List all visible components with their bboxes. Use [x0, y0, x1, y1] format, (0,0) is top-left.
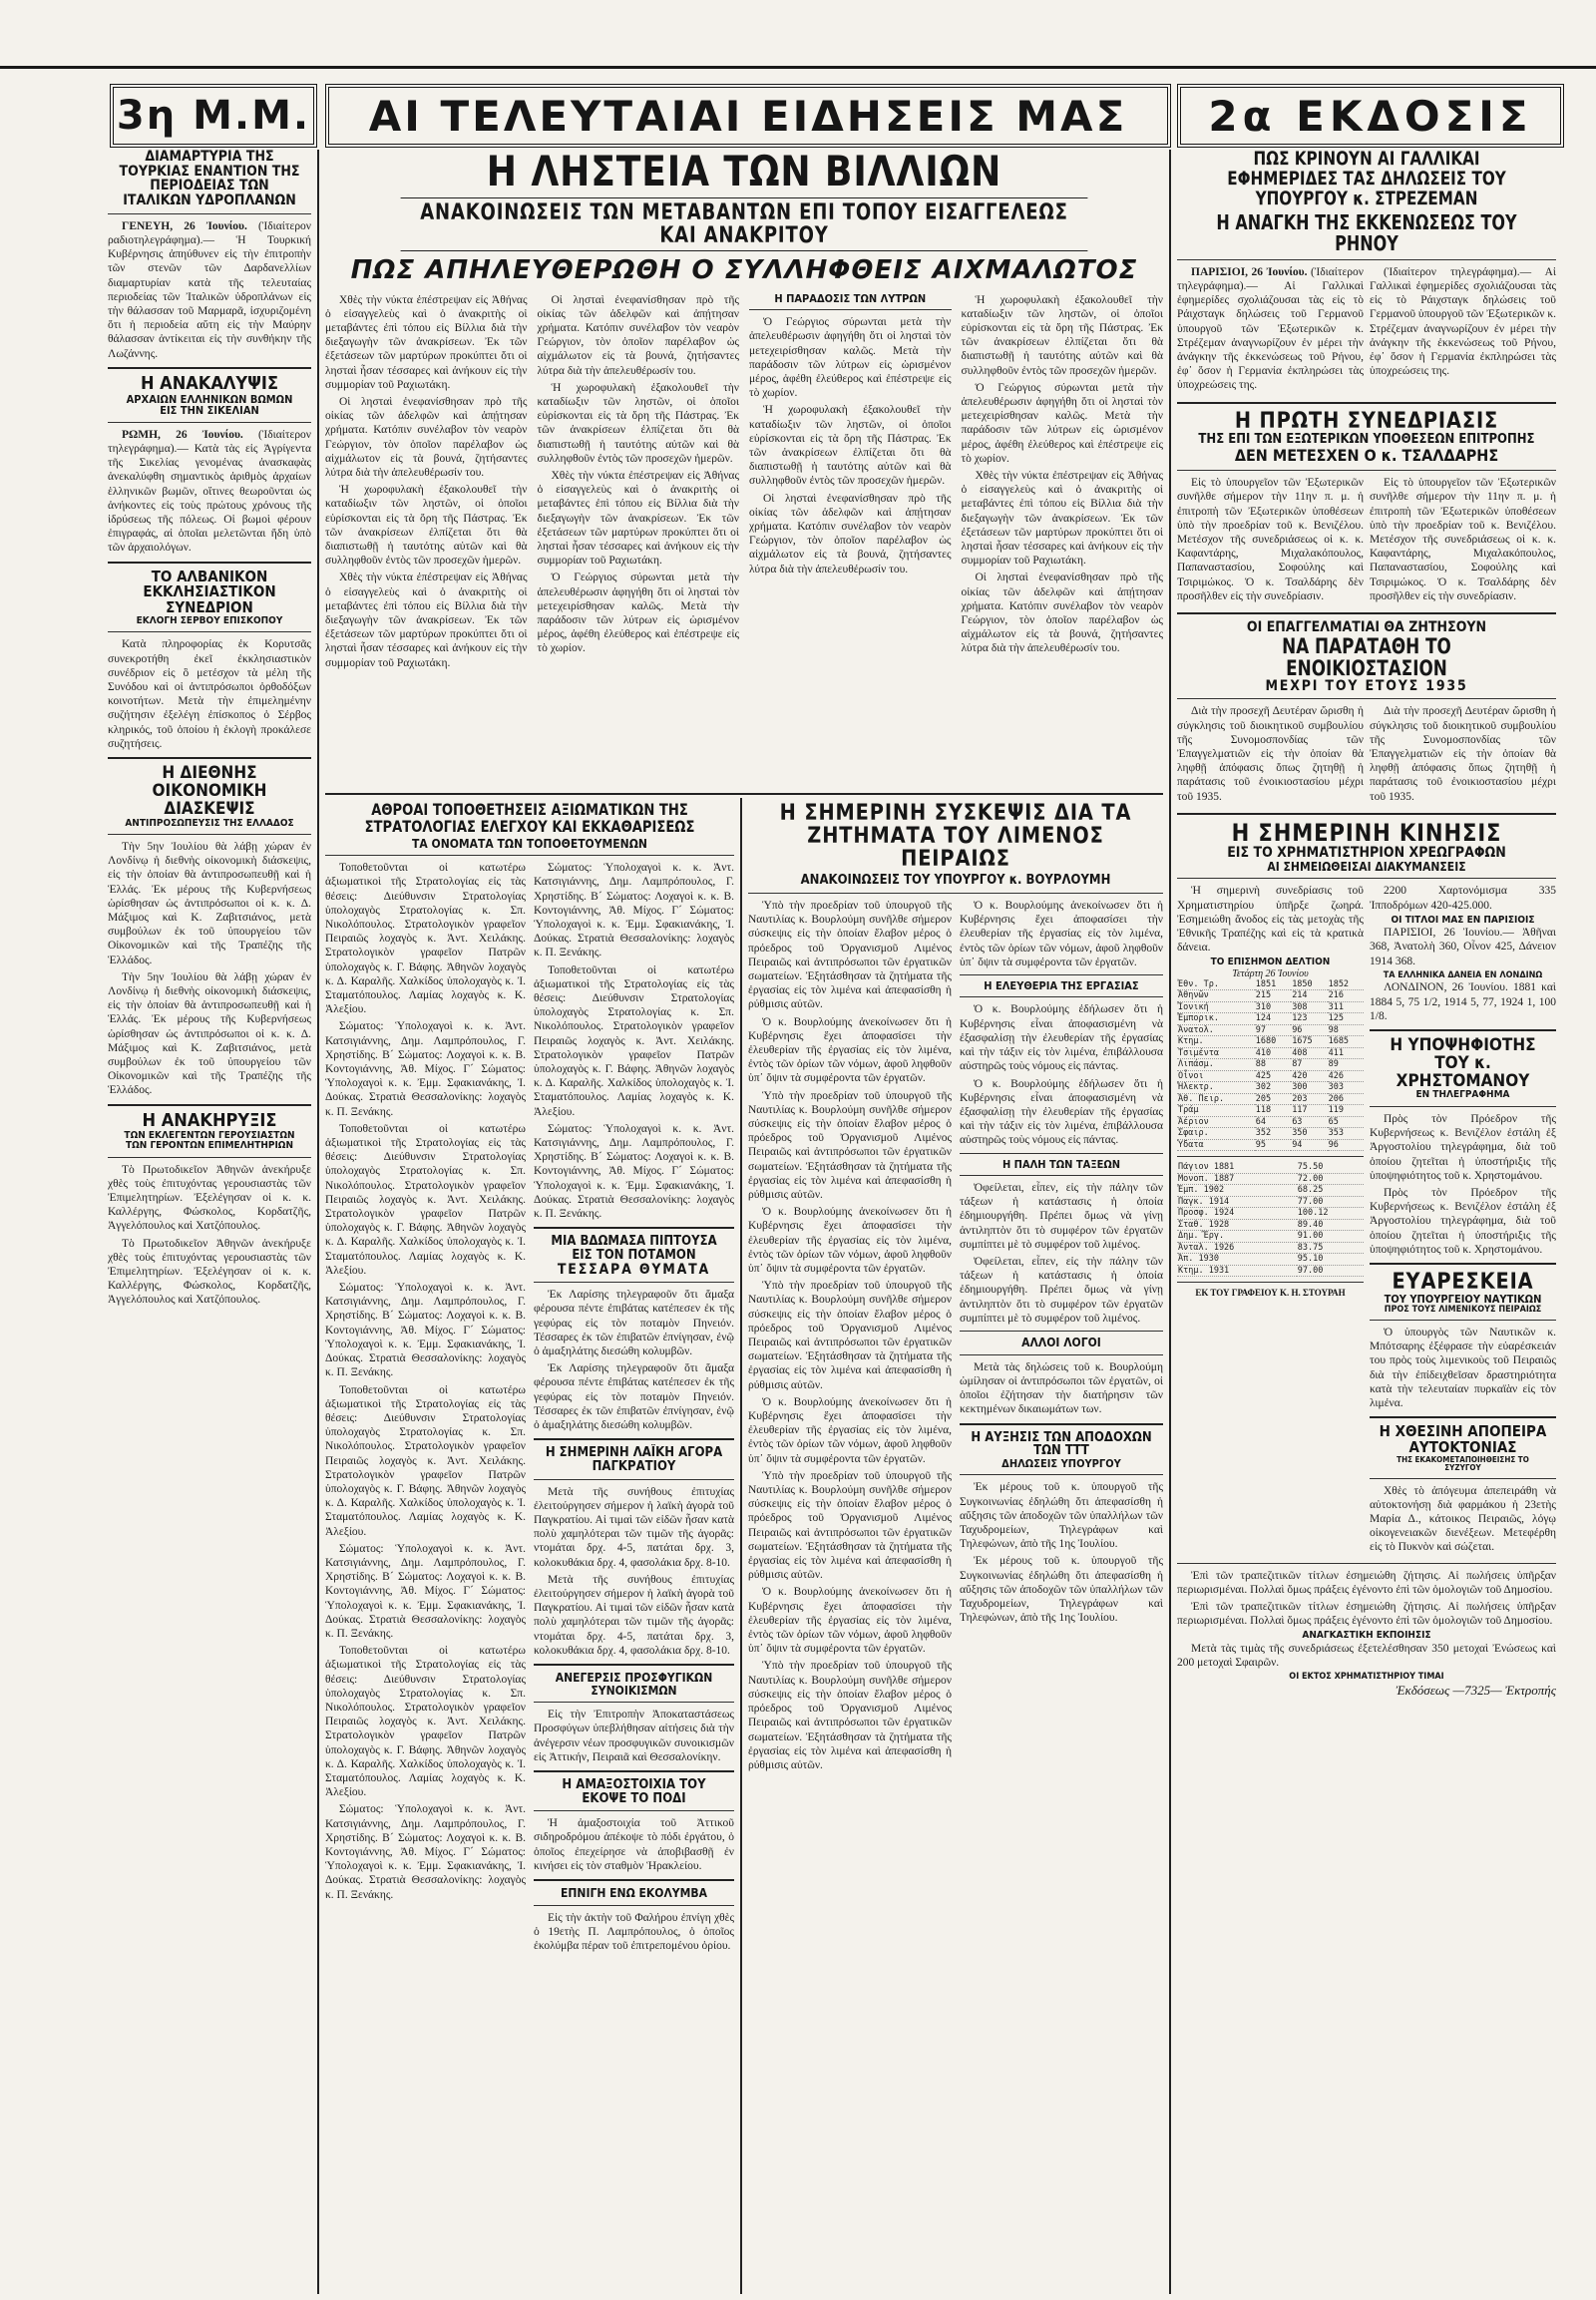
stock-row-cell: 118	[1255, 1105, 1291, 1117]
article-text: Εἰς τὴν Ἐπιτροπὴν Ἀποκαταστάσεως Προσφύγων ὑπεβλήθησαν αἰτήσεις διὰ τὴν ἀνέγερσιν νέων προσφυγικῶν συνοικισμῶν εἰς Ἀττικήν, Πειραιᾶ καὶ Θεσσαλονίκην.	[534, 1709, 734, 1763]
article-text: Εἰς τὴν ἀκτὴν τοῦ Φαλήρου ἐπνίγη χθὲς ὁ 19ετὴς Π. Λαμπρόπουλος, ὁ ὁποῖος ἐκολύμβα πέραν τοῦ ἐπιτρεπομένου ὁρίου.	[534, 1911, 734, 1953]
article-text: Οἱ λησταὶ ἐνεφανίσθησαν πρὸ τῆς οἰκίας τῶν ἀδελφῶν καὶ ἀπῄτησαν χρήματα. Κατόπιν συνέλαβον τὸν νεαρὸν Γεώργιον, τὸν ὁποῖον παρέλαβον ὡς αἰχμάλωτον εἰς τὰ βουνά, ζητήσαντες λύτρα διὰ τὴν ἀπελευθέρωσίν του.	[537, 293, 739, 377]
headline-suicide-attempt: Η ΧΘΕΣΙΝΗ ΑΠΟΠΕΙΡΑ ΑΥΤΟΚΤΟΝΙΑΣ	[1379, 1422, 1547, 1457]
subheadline-rent-control: ΝΑ ΠΑΡΑΤΑΘΗ ΤΟ ΕΝΟΙΚΙΟΣΤΑΣΙΟΝ	[1282, 633, 1451, 680]
subheadline-port-officers: ΠΡΟΣ ΤΟΥΣ ΛΙΜΕΝΙΚΟΥΣ ΠΕΙΡΑΙΩΣ	[1384, 1304, 1542, 1315]
headline-drowned: ΕΠΝΙΓΗ ΕΝΩ ΕΚΟΛΥΜΒΑ	[561, 1886, 707, 1901]
article-text: Μετὰ τὰς δηλώσεις τοῦ κ. Βουρλούμη ὡμίλησαν οἱ ἀντιπρόσωποι τῶν ἐργατῶν, οἱ ὁποῖοι ἐζήτησαν τὴν διατήρησιν τῶν κεκτημένων δικαιωμάτων των.	[960, 1360, 1163, 1416]
headline-satisfaction: ΕΥΑΡΕΣΚΕΙΑ	[1392, 1269, 1534, 1295]
article-text: Τοποθετοῦνται οἱ κατωτέρω ἀξιωματικοὶ τῆς Στρατολογίας εἰς τὰς θέσεις: Διεύθυνσιν Στρατολογίας ὑπολοχαγὸς Στρατολογίας κ. Σπ. Νικολόπουλος. Στρατολογικὸν γραφεῖον Πειραιῶς λοχαγὸς κ. Ἀντ. Χειλάκης. Στρατολογικὸν γραφεῖον Πατρῶν ὑπολοχαγὸς κ. Γ. Βάφης. Ἀθηνῶν λοχαγὸς κ. Δ. Καραλῆς. Χαλκίδος ὑπολοχαγὸς κ. Ἰ. Σταματόπουλος. Λαμίας λοχαγὸς κ. Κ. Ἀλεξίου.	[325, 1383, 526, 1538]
subheadline-rhine: Η ΑΝΑΓΚΗ ΤΗΣ ΕΚΚΕΝΩΣΕΩΣ ΤΟΥ ΡΗΝΟΥ	[1216, 209, 1517, 255]
stock-row	[1177, 1139, 1364, 1151]
article-text: Ὑπὸ τὴν προεδρίαν τοῦ ὑπουργοῦ τῆς Ναυτιλίας κ. Βουρλούμη συνῆλθε σήμερον σύσκεψις εἰς τὴν ὁποίαν ἔλαβον μέρος ὁ πρόεδρος τοῦ Ὀργανισμοῦ Λιμένος Πειραιῶς καὶ ἀντιπρόσωποι τῶν ἐργατικῶν σωματείων. Ἐξητάσθησαν τὰ ζητήματα τῆς ἐργασίας εἰς τὸν λιμένα καὶ ἀπεφασίσθη ἡ ρύθμισις αὐτῶν.	[748, 1089, 952, 1201]
stock-row-cell: 87	[1291, 1059, 1327, 1071]
stock-row-cell: 216	[1328, 990, 1364, 1002]
loan-table	[1177, 1162, 1364, 1277]
article-text: Οἱ λησταὶ ἐνεφανίσθησαν πρὸ τῆς οἰκίας τῶν ἀδελφῶν καὶ ἀπῄτησαν χρήματα. Κατόπιν συνέλαβον τὸν νεαρὸν Γεώργιον, τὸν ὁποῖον παρέλαβον ὡς αἰχμάλωτον εἰς τὰ βουνά, ζητήσαντες λύτρα διὰ τὴν ἀπελευθέρωσίν του.	[325, 396, 528, 480]
stock-row-cell: 1852	[1328, 979, 1364, 990]
stock-row-cell: 408	[1291, 1047, 1327, 1059]
loan-row	[1177, 1254, 1364, 1266]
loan-row	[1177, 1219, 1364, 1231]
second-edition: 2α ΕΚΔΟΣΙΣ	[1208, 91, 1533, 141]
officers-columns	[325, 861, 734, 1956]
article-text: Χθὲς τὸ ἀπόγευμα ἀπεπειράθη νὰ αὐτοκτονήσῃ διὰ φαρμάκου ἡ 23ετὴς Μαρία Δ., κάτοικος Πειραιῶς, λόγῳ οἰκογενειακῶν διενέξεων. Μετεφέρθη εἰς τὸ Πυκνὸν καὶ σώζεται.	[1370, 1484, 1556, 1554]
article-text: Ὁ κ. Βουρλούμης ἀνεκοίνωσεν ὅτι ἡ Κυβέρνησις ἔχει ἀποφασίσει τὴν ἐλευθερίαν τῆς ἐργασίας εἰς τὸν λιμένα, ἐντὸς τῶν ὁρίων τῶν νόμων, ἀφοῦ ληφθοῦν ὑπ᾽ ὄψιν τὰ συμφέροντα τῶν ἐργατῶν.	[960, 899, 1163, 968]
session-columns	[1177, 476, 1556, 606]
stock-row-cell: 117	[1291, 1105, 1327, 1117]
article-text: (Ἰδιαίτερον τηλεγράφημα).— Αἱ Γαλλικαὶ ἐφημερίδες σχολιάζουσαι τὰς εἰς τὸ Ράιχσταγκ δηλώσεις τοῦ Γερμανοῦ ὑπουργοῦ τῶν Ἐξωτερικῶν κ. Στρέζεμαν ἀναγνωρίζουν ἐν μέρει τὴν ἀνάγκην τῆς ἐκκενώσεως τοῦ Ρήνου, ἐφ᾽ ὅσον ἡ Γερμανία ἐκπληρώσει τὰς ὑποχρεώσεις της.	[1177, 265, 1364, 392]
stock-row	[1177, 1059, 1364, 1071]
article-text: Ἡ χωροφυλακὴ ἐξακολουθεῖ τὴν καταδίωξιν τῶν ληστῶν, οἱ ὁποῖοι εὑρίσκονται εἰς τὰ ὄρη τῆς Πάστρας. Ἐκ τῶν ἀνακρίσεων ἐλπίζεται ὅτι θὰ διαπιστωθῇ ἡ ταυτότης αὐτῶν καὶ θὰ συλληφθοῦν ἐντὸς τῶν προσεχῶν ἡμερῶν.	[749, 404, 952, 488]
bottom-market-left	[1177, 1569, 1556, 1699]
stock-row	[1177, 979, 1364, 990]
stock-row-cell: Ἰονική	[1177, 1001, 1255, 1013]
port-columns	[748, 899, 1163, 1775]
article-text: Τοποθετοῦνται οἱ κατωτέρω ἀξιωματικοὶ τῆς Στρατολογίας εἰς τὰς θέσεις: Διεύθυνσιν Στρατολογίας ὑπολοχαγὸς Στρατολογίας κ. Σπ. Νικολόπουλος. Στρατολογικὸν γραφεῖον Πειραιῶς λοχαγὸς κ. Ἀντ. Χειλάκης. Στρατολογικὸν γραφεῖον Πατρῶν ὑπολοχαγὸς κ. Γ. Βάφης. Ἀθηνῶν λοχαγὸς κ. Δ. Καραλῆς. Χαλκίδος ὑπολοχαγὸς κ. Ἰ. Σταματόπουλος. Λαμίας λοχαγὸς κ. Κ. Ἀλεξίου.	[534, 963, 734, 1118]
stock-row-cell: 206	[1328, 1093, 1364, 1105]
stock-row	[1177, 1105, 1364, 1117]
stock-row-cell: 1850	[1291, 979, 1327, 990]
loan-row-cell: Πάγιον 1881	[1177, 1162, 1297, 1173]
loan-row-cell: 100.12	[1297, 1208, 1364, 1220]
column-rule	[317, 150, 319, 2294]
stock-row-cell: 1851	[1255, 979, 1291, 990]
article-text: Ἐκ Λαρίσης τηλεγραφοῦν ὅτι ἄμαξα φέρουσα πέντε ἐπιβάτας κατέπεσεν ἐκ τῆς γεφύρας εἰς τὸν ποταμὸν Πηνειόν. Τέσσαρες ἐκ τῶν ἐπιβατῶν ἐπνίγησαν, ἐνῷ ὁ ἁμαξηλάτης διεσώθη κολυμβῶν.	[534, 1362, 734, 1432]
article-text: Ὑπὸ τὴν προεδρίαν τοῦ ὑπουργοῦ τῆς Ναυτιλίας κ. Βουρλούμη συνῆλθε σήμερον σύσκεψις εἰς τὴν ὁποίαν ἔλαβον μέρος ὁ πρόεδρος τοῦ Ὀργανισμοῦ Λιμένος Πειραιῶς καὶ ἀντιπρόσωποι τῶν ἐργατικῶν σωματείων. Ἐξητάσθησαν τὰ ζητήματα τῆς ἐργασίας εἰς τὸν λιμένα καὶ ἀπεφασίσθη ἡ ρύθμισις αὐτῶν.	[748, 1280, 952, 1391]
article-text: Τὸ Πρωτοδικεῖον Ἀθηνῶν ἀνεκήρυξε χθὲς τοὺς ἐπιτυχόντας γερουσιαστὰς τῶν Ἐπιμελητηρίων. Ἐξελέγησαν οἱ κ. κ. Καλλέργης, Φώσκολος, Κορδατζῆς, Ἀγγελόπουλος καὶ Χατζόπουλος.	[108, 1163, 311, 1233]
lead-story	[325, 150, 1163, 788]
loan-row	[1177, 1265, 1364, 1277]
article-text: ΛΟΝΔΙΝΟΝ, 26 Ἰουνίου. 1881 καὶ 1884 5, 75 1/2, 1914 5, 77, 1924 1, 100 1/8.	[1370, 981, 1556, 1022]
article-text: Σώματος: Ὑπολοχαγοὶ κ. κ. Ἀντ. Κατσιγιάννης, Δημ. Λαμπρόπουλος, Γ. Χρηστίδης. Β´ Σώματος: Λοχαγοὶ κ. κ. Β. Κοντογιάννης, Ἀθ. Μίχος. Γ´ Σώματος: Ὑπολοχαγοὶ κ. κ. Ἐμμ. Σφακιανάκης, Ἰ. Δούκας. Στρατιὰ Θεσσαλονίκης: λοχαγὸς κ. Π. Ξενάκης.	[534, 1122, 734, 1221]
stock-row-cell: 203	[1291, 1093, 1327, 1105]
loan-row-cell: Ἀπ. 1930	[1177, 1254, 1297, 1266]
article-text: Εἰς τὸ ὑπουργεῖον τῶν Ἐξωτερικῶν συνῆλθε σήμερον τὴν 11ην π. μ. ἡ ἐπιτροπὴ τῶν Ἐξωτερικῶν ὑποθέσεων ὑπὸ τὴν προεδρίαν τοῦ κ. Βενιζέλου. Μετέσχον τῆς συνεδριάσεως οἱ κ. κ. Καφαντάρης, Μιχαλακόπουλος, Παπαναστασίου, Σοφούλης καὶ Τσιριμώκος. Ὁ κ. Τσαλδάρης δὲν προσῆλθεν εἰς τὴν συνεδρίασιν.	[1370, 477, 1556, 602]
stock-row-cell: Ἀέριον	[1177, 1116, 1255, 1128]
stock-row-cell: Ὕδατα	[1177, 1139, 1255, 1151]
article-text: Τὴν 5ην Ἰουλίου θὰ λάβῃ χώραν ἐν Λονδίνῳ ἡ διεθνὴς οἰκονομικὴ διάσκεψις, εἰς τὴν ὁποίαν θὰ ἀντιπροσωπευθῇ καὶ ἡ Ἑλλάς. Ἐκ μέρους τῆς Κυβερνήσεως ὡρίσθησαν ὡς ἀντιπρόσωποι οἱ κ. κ. Δ. Μάξιμος καὶ Κ. Ζαβιτσιάνος, μετὰ συμβούλων ἐκ τοῦ ὑπουργείου τῶν Οἰκονομικῶν καὶ τῆς Τραπέζης τῆς Ἑλλάδος.	[108, 841, 311, 966]
printing-stamp: Ἐκδόσεως —7325— Ἐκτροπής	[1396, 1682, 1556, 1698]
article-text: Ὀφείλεται, εἶπεν, εἰς τὴν πάλην τῶν τάξεων ἡ κατάστασις ἡ ὁποία ἐδημιουργήθη. Πρέπει ὅμως νὰ γίνῃ ἀντιληπτὸν ὅτι τὸ συμφέρον τῶν ἐργατῶν συμπίπτει μὲ τὸ συμφέρον τοῦ λιμένος.	[960, 1256, 1163, 1325]
lead-column	[962, 293, 1164, 673]
stock-row	[1177, 1093, 1364, 1105]
stock-row	[1177, 1001, 1364, 1013]
masthead-title-box	[325, 84, 1171, 148]
stock-row-cell: 88	[1255, 1059, 1291, 1071]
stock-row-cell: Ἀθηνῶν	[1177, 990, 1255, 1002]
article-text: (Ἰδιαίτερον τηλεγράφημα).— Αἱ Γαλλικαὶ ἐφημερίδες σχολιάζουσαι τὰς εἰς τὸ Ράιχσταγκ δηλώσεις τοῦ Γερμανοῦ ὑπουργοῦ τῶν Ἐξωτερικῶν κ. Στρέζεμαν ἀναγνωρίζουν ἐν μέρει τὴν ἀνάγκην τῆς ἐκκενώσεως τοῦ Ρήνου, ἐφ᾽ ὅσον ἡ Γερμανία ἐκπληρώσει τὰς ὑποχρεώσεις της.	[1370, 265, 1556, 378]
subheadline-suicide: ΤΗΣ ΕΚΑΚΟΜΕΤΑΠΟΙΗΘΕΙΣΗΣ ΤΟ ΣΥΖΥΓΟΥ	[1396, 1454, 1529, 1473]
headline-first-session: Η ΠΡΩΤΗ ΣΥΝΕΔΡΙΑΣΙΣ	[1234, 408, 1499, 434]
headline-forced-sale: ΑΝΑΓΚΑΣΤΙΚΗ ΕΚΠΟΙΗΣΙΣ	[1302, 1630, 1431, 1642]
stock-row-cell: Λιπάσμ.	[1177, 1059, 1255, 1071]
article-text: Χθὲς τὴν νύκτα ἐπέστρεψαν εἰς Ἀθήνας ὁ εἰσαγγελεὺς καὶ ὁ ἀνακριτὴς οἱ μεταβάντες ἐπὶ τόπου εἰς Βίλλια διὰ τὴν διεξαγωγὴν τῶν ἀνακρίσεων. Ἐκ τῶν ἐξετάσεων τῶν μαρτύρων προκύπτει ὅτι οἱ λησταὶ ἦσαν τέσσαρες καὶ ἀνήκουν εἰς τὴν συμμορίαν τοῦ Ραχιωτάκη.	[325, 293, 528, 391]
stock-row-cell: Σφαιρ.	[1177, 1128, 1255, 1140]
subheadline-minister-statements: ΔΗΛΩΣΕΙΣ ΥΠΟΥΡΓΟΥ	[1001, 1456, 1121, 1470]
stock-row	[1177, 1013, 1364, 1025]
stock-row	[1177, 990, 1364, 1002]
article-text: Ἡ ἀμαξοστοιχία τοῦ Ἀττικοῦ σιδηροδρόμου ἀπέκοψε τὸ πόδι ἐργάτου, ὁ ὁποῖος ἐπεχείρησε νὰ ἀποβιβασθῇ ἐν κινήσει εἰς τὸν σταθμὸν Ἡρακλείου.	[534, 1817, 734, 1872]
top-margin	[0, 0, 1596, 62]
article-text: Ἐπὶ τῶν τραπεζιτικῶν τίτλων ἐσημειώθη ζήτησις. Αἱ πωλήσεις ὑπῆρξαν περιωρισμέναι. Πολλαὶ ὅμως πράξεις ἐγένοντο ἐπὶ τῶν ὁμολογιῶν τοῦ Δημοσίου.	[1177, 1600, 1556, 1628]
loan-row	[1177, 1242, 1364, 1254]
dateline: ΓΕΝΕΥΗ, 26 Ἰουνίου.	[122, 219, 247, 232]
headline-outside-prices: ΟΙ ΕΚΤΟΣ ΧΡΗΜΑΤΙΣΤΗΡΙΟΥ ΤΙΜΑΙ	[1289, 1672, 1444, 1683]
dateline: ΡΩΜΗ, 26 Ἰουνίου.	[122, 428, 243, 441]
subheadline-committee: ΤΗΣ ΕΠΙ ΤΩΝ ΕΞΩΤΕΡΙΚΩΝ ΥΠΟΘΕΣΕΩΝ ΕΠΙΤΡΟΠΗΣ	[1198, 431, 1535, 447]
subheadline-victims: ΤΕΣΣΑΡΑ ΘΥΜΑΤΑ	[557, 1261, 711, 1278]
stock-row-cell: Ἀθ. Πειρ.	[1177, 1093, 1255, 1105]
loan-row-cell: Κτημ. 1931	[1177, 1265, 1297, 1277]
headline-greek-loans: ΤΑ ΕΛΛΗΝΙΚΑ ΔΑΝΕΙΑ ΕΝ ΛΟΝΔΙΝΩ	[1383, 969, 1543, 980]
subheadline-telegram: ΕΝ ΤΗΛΕΓΡΑΦΗΜΑ	[1415, 1089, 1510, 1101]
column-rule	[1169, 150, 1171, 2294]
stock-row-cell: 1680	[1255, 1036, 1291, 1048]
article-text: 2200 Χαρτονόμισμα 335 Ἰπποδρόμων 420-425.000.	[1370, 885, 1556, 912]
stock-row-cell: Κτημ.	[1177, 1036, 1255, 1048]
headline-carriage: ΜΙΑ ΒΔΩΜΑΣΑ ΠΙΠΤΟΥΣΑ ΕΙΣ ΤΟΝ ΠΟΤΑΜΟΝ	[551, 1234, 717, 1263]
article-text: Ὑπὸ τὴν προεδρίαν τοῦ ὑπουργοῦ τῆς Ναυτιλίας κ. Βουρλούμη συνῆλθε σήμερον σύσκεψις εἰς τὴν ὁποίαν ἔλαβον μέρος ὁ πρόεδρος τοῦ Ὀργανισμοῦ Λιμένος Πειραιῶς καὶ ἀντιπρόσωποι τῶν ἐργατικῶν σωματείων. Ἐξητάσθησαν τὰ ζητήματα τῆς ἐργασίας εἰς τὸν λιμένα καὶ ἀπεφασίσθη ἡ ρύθμισις αὐτῶν.	[748, 1660, 952, 1771]
loan-row	[1177, 1173, 1364, 1185]
loan-row	[1177, 1185, 1364, 1197]
subheadline-fluctuations: ΑΙ ΣΗΜΕΙΩΘΕΙΣΑΙ ΔΙΑΚΥΜΑΝΣΕΙΣ	[1267, 859, 1466, 874]
headline-other-speeches: ΑΛΛΟΙ ΛΟΓΟΙ	[1021, 1336, 1101, 1350]
article-text: Ὁ κ. Βουρλούμης ἐδήλωσεν ὅτι ἡ Κυβέρνησις εἶναι ἀποφασισμένη νὰ ἐξασφαλίσῃ τὴν ἐλευθερίαν τῆς ἐργασίας καὶ τὴν τάξιν εἰς τὸν λιμένα, ἐπιβάλλουσα αὐστηρῶς τοὺς νόμους εἰς πάντας.	[960, 1077, 1163, 1147]
stock-row-cell: 426	[1328, 1070, 1364, 1082]
headline-train: Η ΑΜΑΞΟΣΤΟΙΧΙΑ ΤΟΥ ΕΚΟΨΕ ΤΟ ΠΟΔΙ	[562, 1776, 706, 1806]
lead-headline: Η ΛΗΣΤΕΙΑ ΤΩΝ ΒΙΛΛΙΩΝ	[486, 150, 1002, 195]
masthead-title: ΑΙ ΤΕΛΕΥΤΑΙΑΙ ΕΙΔΗΣΕΙΣ ΜΑΣ	[368, 91, 1128, 141]
article-text: Ὁ κ. Βουρλούμης ἀνεκοίνωσεν ὅτι ἡ Κυβέρνησις ἔχει ἀποφασίσει τὴν ἐλευθερίαν τῆς ἐργασίας εἰς τὸν λιμένα, ἐντὸς τῶν ὁρίων τῶν νόμων, ἀφοῦ ληφθοῦν ὑπ᾽ ὄψιν τὰ συμφέροντα τῶν ἐργατῶν.	[748, 1206, 952, 1275]
bottom-market-columns	[1177, 1569, 1556, 1699]
headline-turkey-protest: ΔΙΑΜΑΡΤΥΡΙΑ ΤΗΣ ΤΟΥΡΚΙΑΣ ΕΝΑΝΤΙΟΝ ΤΗΣ ΠΕΡΙΟΔΕΙΑΣ ΤΩΝ ΙΤΑΛΙΚΩΝ ΥΔΡΟΠΛΑΝΩΝ	[119, 150, 300, 209]
article-text: Χθὲς τὴν νύκτα ἐπέστρεψαν εἰς Ἀθήνας ὁ εἰσαγγελεὺς καὶ ὁ ἀνακριτὴς οἱ μεταβάντες ἐπὶ τόπου εἰς Βίλλια διὰ τὴν διεξαγωγὴν τῶν ἀνακρίσεων. Ἐκ τῶν ἐξετάσεων τῶν μαρτύρων προκύπτει ὅτι οἱ λησταὶ ἦσαν τέσσαρες καὶ ἀνήκουν εἰς τὴν συμμορίαν τοῦ Ραχιωτάκη.	[325, 572, 528, 669]
stock-row-cell: 411	[1328, 1047, 1364, 1059]
article-text: Ἐπὶ τῶν τραπεζιτικῶν τίτλων ἐσημειώθη ζήτησις. Αἱ πωλήσεις ὑπῆρξαν περιωρισμέναι. Πολλαὶ ὅμως πράξεις ἐγένοντο ἐπὶ τῶν ὁμολογιῶν τοῦ Δημοσίου.	[1177, 1569, 1556, 1596]
stock-row-cell: 420	[1291, 1070, 1327, 1082]
officers-column	[325, 861, 526, 1956]
article-text: Εἰς τὸ ὑπουργεῖον τῶν Ἐξωτερικῶν συνῆλθε σήμερον τὴν 11ην π. μ. ἡ ἐπιτροπὴ τῶν Ἐξωτερικῶν ὑποθέσεων ὑπὸ τὴν προεδρίαν τοῦ κ. Βενιζέλου. Μετέσχον τῆς συνεδριάσεως οἱ κ. κ. Καφαντάρης, Μιχαλακόπουλος, Παπαναστασίου, Σοφούλης καὶ Τσιριμώκος. Ὁ κ. Τσαλδάρης δὲν προσῆλθεν εἰς τὴν συνεδρίασιν.	[1177, 477, 1364, 602]
article-text: Μετὰ τῆς συνήθους ἐπιτυχίας ἐλειτούργησεν σήμερον ἡ λαϊκὴ ἀγορὰ τοῦ Παγκρατίου. Αἱ τιμαὶ τῶν εἰδῶν ἦσαν κατὰ πολὺ χαμηλότεραι τῶν τιμῶν τῆς ἀγορᾶς: ντομάται δρχ. 4-5, πατάται δρχ. 3, κολοκυθάκια δρχ. 4, φασολάκια δρχ. 8-10.	[534, 1485, 734, 1569]
loan-row-cell: Σταθ. 1928	[1177, 1219, 1297, 1231]
stock-row-cell: Ἐθν. Τρ.	[1177, 979, 1255, 990]
subheadline-altars: ΑΡΧΑΙΩΝ ΕΛΛΗΝΙΚΩΝ ΒΩΜΩΝ ΕΙΣ ΤΗΝ ΣΙΚΕΛΙΑΝ	[126, 392, 293, 418]
loan-row-cell: Ἀνταλ. 1926	[1177, 1242, 1297, 1254]
article-text: Σώματος: Ὑπολοχαγοὶ κ. κ. Ἀντ. Κατσιγιάννης, Δημ. Λαμπρόπουλος, Γ. Χρηστίδης. Β´ Σώματος: Λοχαγοὶ κ. κ. Β. Κοντογιάννης, Ἀθ. Μίχος. Γ´ Σώματος: Ὑπολοχαγοὶ κ. κ. Ἐμμ. Σφακιανάκης, Ἰ. Δούκας. Στρατιὰ Θεσσαλονίκης: λοχαγὸς κ. Π. Ξενάκης.	[325, 1542, 526, 1640]
lead-column	[325, 293, 528, 673]
loan-row-cell: 77.00	[1297, 1196, 1364, 1208]
stock-row-cell: Τσιμέντα	[1177, 1047, 1255, 1059]
stock-column-left	[1177, 884, 1364, 1557]
french-press-columns	[1177, 265, 1556, 396]
loan-row-cell: 89.40	[1297, 1219, 1364, 1231]
article-text: Ὁ ὑπουργὸς τῶν Ναυτικῶν κ. Μπότσαρης ἐξέφρασε τὴν εὐαρέσκειάν του πρὸς τοὺς λιμενικοὺς τοῦ Πειραιῶς διὰ τὴν ἐπίδειχθεῖσαν δραστηριότητα κατὰ τὴν τελευταίαν πυρκαϊὰν εἰς τὸν λιμένα.	[1370, 1327, 1556, 1410]
stock-row-cell: 425	[1255, 1070, 1291, 1082]
column-right	[1177, 150, 1556, 2294]
loan-row	[1177, 1162, 1364, 1173]
subheadline-serbian-bishop: ΕΚΛΟΓΗ ΣΕΡΒΟΥ ΕΠΙΣΚΟΠΟΥ	[136, 614, 283, 626]
loan-row-cell: Προσφ. 1924	[1177, 1208, 1297, 1220]
stock-row-cell: 98	[1328, 1024, 1364, 1036]
stock-column-right	[1370, 884, 1556, 1557]
article-text: (Ἰδιαίτερον ραδιοτηλεγράφημα).— Ἡ Τουρκική Κυβέρνησις ἀπηύθυνεν εἰς τὴν ἐπιτροπὴν τῶν στενῶν τῶν Δαρδανελλίων διαμαρτυρίαν κατὰ τῆς τελευταίας περιοδείας τῶν Ἰταλικῶν ὑδροπλάνων εἰς τὴν θάλασσαν τοῦ Μαρμαρᾶ, ἰσχυριζομένη ὅτι ἡ περιοδεία αὕτη εἰς τὴν Μαύρην θάλασσαν ἀντίκειται εἰς τὴν συνθήκην τῆς Λωζάννης.	[108, 219, 311, 360]
stock-row-cell: 303	[1328, 1082, 1364, 1094]
article-text: Ἡ σημερινὴ συνεδρίασις τοῦ Χρηματιστηρίου ὑπῆρξε ζωηρά. Ἐσημειώθη ἄνοδος εἰς τὰς μετοχὰς τῆς Ἐθνικῆς Τραπέζης καὶ εἰς τὰ κρατικὰ δάνεια.	[1177, 885, 1364, 955]
subheadline-1935: ΜΕΧΡΙ ΤΟΥ ΕΤΟΥΣ 1935	[1265, 677, 1468, 694]
stock-row-cell: 308	[1291, 1001, 1327, 1013]
edition-time-box	[110, 84, 317, 148]
headline-class-struggle: Η ΠΑΛΗ ΤΩΝ ΤΑΞΕΩΝ	[1001, 1157, 1121, 1171]
article-text: Οἱ λησταὶ ἐνεφανίσθησαν πρὸ τῆς οἰκίας τῶν ἀδελφῶν καὶ ἀπῄτησαν χρήματα. Κατόπιν συνέλαβον τὸν νεαρὸν Γεώργιον, τὸν ὁποῖον παρέλαβον ὡς αἰχμάλωτον εἰς τὰ βουνά, ζητήσαντες λύτρα διὰ τὴν ἀπελευθέρωσίν του.	[961, 572, 1163, 655]
lead-italic-headline: ΠΩΣ ΑΠΗΛΕΥΘΕΡΩΘΗ Ο ΣΥΛΛΗΦΘΕΙΣ ΑΙΧΜΑΛΩΤΟΣ	[350, 255, 1138, 286]
article-text: Οἱ λησταὶ ἐνεφανίσθησαν πρὸ τῆς οἰκίας τῶν ἀδελφῶν καὶ ἀπῄτησαν χρήματα. Κατόπιν συνέλαβον τὸν νεαρὸν Γεώργιον, τὸν ὁποῖον παρέλαβον ὡς αἰχμάλωτον εἰς τὰ βουνά, ζητήσαντες λύτρα διὰ τὴν ἀπελευθέρωσίν του.	[749, 492, 952, 575]
article-text: Ὁ κ. Βουρλούμης ἀνεκοίνωσεν ὅτι ἡ Κυβέρνησις ἔχει ἀποφασίσει τὴν ἐλευθερίαν τῆς ἐργασίας εἰς τὸν λιμένα, ἐντὸς τῶν ὁρίων τῶν νόμων, ἀφοῦ ληφθοῦν ὑπ᾽ ὄψιν τὰ συμφέροντα τῶν ἐργατῶν.	[748, 1015, 952, 1085]
stock-row-cell: 302	[1255, 1082, 1291, 1094]
article-text: Πρὸς τὸν Πρόεδρον τῆς Κυβερνήσεως κ. Βενιζέλον ἐστάλη ἐξ Ἀργοστολίου τηλεγράφημα, διὰ τοῦ ὁποίου ζητεῖται ἡ ὑποστήριξις τῆς ὑποψηφιότητος τοῦ κ. Χρηστομάνου.	[1370, 1112, 1556, 1182]
article-text: Ἐκ Λαρίσης τηλεγραφοῦν ὅτι ἄμαξα φέρουσα πέντε ἐπιβάτας κατέπεσεν ἐκ τῆς γεφύρας εἰς τὸν ποταμὸν Πηνειόν. Τέσσαρες ἐκ τῶν ἐπιβατῶν ἐπνίγησαν, ἐνῷ ὁ ἁμαξηλάτης διεσώθη κολυμβῶν.	[534, 1289, 734, 1358]
loan-row-cell: 91.00	[1297, 1231, 1364, 1243]
stock-row-cell: 353	[1328, 1128, 1364, 1140]
lead-column	[538, 293, 740, 673]
loan-row-cell: 68.25	[1297, 1185, 1364, 1197]
article-text: Τοποθετοῦνται οἱ κατωτέρω ἀξιωματικοὶ τῆς Στρατολογίας εἰς τὰς θέσεις: Διεύθυνσιν Στρατολογίας ὑπολοχαγὸς Στρατολογίας κ. Σπ. Νικολόπουλος. Στρατολογικὸν γραφεῖον Πειραιῶς λοχαγὸς κ. Ἀντ. Χειλάκης. Στρατολογικὸν γραφεῖον Πατρῶν ὑπολοχαγὸς κ. Γ. Βάφης. Ἀθηνῶν λοχαγὸς κ. Δ. Καραλῆς. Χαλκίδος ὑπολοχαγὸς κ. Ἰ. Σταματόπουλος. Λαμίας λοχαγὸς κ. Κ. Ἀλεξίου.	[325, 1122, 526, 1277]
stock-row-cell: 350	[1291, 1128, 1327, 1140]
center-lower-right	[748, 802, 1163, 2294]
headline-proclamation: Η ΑΝΑΚΗΡΥΞΙΣ	[142, 1109, 277, 1131]
lead-column	[749, 293, 952, 673]
headline-professionals: ΟΙ ΕΠΑΓΓΕΛΜΑΤΙΑΙ ΘΑ ΖΗΤΗΣΟΥΝ	[1246, 619, 1487, 635]
subheadline-tsaldaris: ΔΕΝ ΜΕΤΕΣΧΕΝ Ο κ. ΤΣΑΛΔΑΡΗΣ	[1234, 446, 1499, 466]
stock-row-cell: 300	[1291, 1082, 1327, 1094]
column-left	[108, 150, 311, 2294]
stock-table	[1177, 979, 1364, 1152]
headline-refugee-housing: ΑΝΕΓΕΡΣΙΣ ΠΡΟΣΦΥΓΙΚΩΝ ΣΥΝΟΙΚΙΣΜΩΝ	[555, 1670, 713, 1698]
stock-row-cell: Ἐμπορικ.	[1177, 1013, 1255, 1025]
headline-freedom-of-work: Η ΕΛΕΥΘΕΡΙΑ ΤΗΣ ΕΡΓΑΣΙΑΣ	[984, 978, 1139, 992]
port-column	[960, 899, 1163, 1775]
loan-row	[1177, 1231, 1364, 1243]
headline-french-press: ΠΩΣ ΚΡΙΝΟΥΝ ΑΙ ΓΑΛΛΙΚΑΙ ΕΦΗΜΕΡΙΔΕΣ ΤΑΣ ΔΗΛΩΣΕΙΣ ΤΟΥ ΥΠΟΥΡΓΟΥ κ. ΣΤΡΕΖΕΜΑΝ	[1227, 150, 1506, 209]
article-text: Μετὰ τῆς συνήθους ἐπιτυχίας ἐλειτούργησεν σήμερον ἡ λαϊκὴ ἀγορὰ τοῦ Παγκρατίου. Αἱ τιμαὶ τῶν εἰδῶν ἦσαν κατὰ πολὺ χαμηλότεραι τῶν τιμῶν τῆς ἀγορᾶς: ντομάται δρχ. 4-5, πατάται δρχ. 3, κολοκυθάκια δρχ. 4, φασολάκια δρχ. 8-10.	[534, 1573, 734, 1657]
edition-time: 3η Μ.Μ.	[116, 93, 311, 139]
subheadline-greek-representation: ΑΝΤΙΠΡΟΣΩΠΕΥΣΙΣ ΤΗΣ ΕΛΛΑΔΟΣ	[125, 817, 294, 829]
article-text: ΠΑΡΙΣΙΟΙ, 26 Ἰουνίου.— Ἀθῆναι 368, Ἀνατολὴ 360, Οἶνον 425, Δάνειον 1914 368.	[1370, 927, 1556, 967]
subheadline-senators: ΤΩΝ ΕΚΛΕΓΕΝΤΩΝ ΓΕΡΟΥΣΙΑΣΤΩΝ ΤΩΝ ΓΕΡΟΝΤΩΝ ΕΠΙΜΕΛΗΤΗΡΙΩΝ	[124, 1129, 295, 1152]
subheadline-minister: ΑΝΑΚΟΙΝΩΣΕΙΣ ΤΟΥ ΥΠΟΥΡΓΟΥ κ. ΒΟΥΡΛΟΥΜΗ	[800, 873, 1111, 889]
article-text: Ἡ χωροφυλακὴ ἐξακολουθεῖ τὴν καταδίωξιν τῶν ληστῶν, οἱ ὁποῖοι εὑρίσκονται εἰς τὰ ὄρη τῆς Πάστρας. Ἐκ τῶν ἀνακρίσεων ἐλπίζεται ὅτι θὰ διαπιστωθῇ ἡ ταυτότης αὐτῶν καὶ θὰ συλληφθοῦν ἐντὸς τῶν προσεχῶν ἡμερῶν.	[325, 484, 528, 568]
stock-row-cell: 1685	[1328, 1036, 1364, 1048]
headline-market: Η ΣΗΜΕΡΙΝΗ ΛΑΪΚΗ ΑΓΟΡΑ ΠΑΓΚΡΑΤΙΟΥ	[545, 1445, 723, 1474]
headline-candidacy: Η ΥΠΟΨΗΦΙΟΤΗΣ ΤΟΥ κ. ΧΡΗΣΤΟΜΑΝΟΥ	[1390, 1034, 1536, 1091]
article-text: Διὰ τὴν προσεχῆ Δευτέραν ὥρισθη ἡ σύγκλησις τοῦ διοικητικοῦ συμβουλίου τῆς Συνομοσπονδίας τῶν Ἐπαγγελματιῶν εἰς τὴν ὁποίαν θὰ ληφθῇ ἀπόφασις ὅπως ζητηθῇ ἡ παράτασις τοῦ ἐνοικιοστασίου μέχρι τοῦ 1935.	[1370, 705, 1556, 803]
headline-stock-exchange: Η ΣΗΜΕΡΙΝΗ ΚΙΝΗΣΙΣ	[1231, 818, 1502, 847]
headline-ransom: Η ΠΑΡΑΔΟΣΙΣ ΤΩΝ ΛΥΤΡΩΝ	[774, 291, 927, 305]
article-text: Ὁ κ. Βουρλούμης ἀνεκοίνωσεν ὅτι ἡ Κυβέρνησις ἔχει ἀποφασίσει τὴν ἐλευθερίαν τῆς ἐργασίας εἰς τὸν λιμένα, ἐντὸς τῶν ὁρίων τῶν νόμων, ἀφοῦ ληφθοῦν ὑπ᾽ ὄψιν τὰ συμφέροντα τῶν ἐργατῶν.	[748, 1586, 952, 1656]
loan-row-cell: 75.50	[1297, 1162, 1364, 1173]
article-text: (Ἰδιαίτερον τηλεγράφημα).— Κατὰ τὰς εἰς Ἀγρίγεντα τῆς Σικελίας γενομένας ἀνασκαφὰς ἀνεκαλύφθη σημαντικὸς ἀριθμὸς ἀρχαίων ἑλληνικῶν βωμῶν, οἵτινες θεωροῦνται ὡς ἀνήκοντες εἰς τοὺς πρώτους χρόνους τῆς ἱδρύσεως τῆς πόλεως. Οἱ βωμοὶ φέρουν ἐπιγραφάς, αἱ ὁποῖαι μελετῶνται ἤδη ὑπὸ τῶν ἀρχαιολόγων.	[108, 428, 311, 555]
stock-row-cell: 311	[1328, 1001, 1364, 1013]
headline-officers: ΑΘΡΟΑΙ ΤΟΠΟΘΕΤΗΣΕΙΣ ΑΞΙΩΜΑΤΙΚΩΝ ΤΗΣ ΣΤΡΑΤΟΛΟΓΙΑΣ ΕΛΕΓΧΟΥ ΚΑΙ ΕΚΚΑΘΑΡΙΣΕΩΣ	[364, 802, 695, 836]
stock-row-cell: 65	[1328, 1116, 1364, 1128]
stock-row-cell: 95	[1255, 1139, 1291, 1151]
stock-row-cell: Οἶνοι	[1177, 1070, 1255, 1082]
article-text: Τοποθετοῦνται οἱ κατωτέρω ἀξιωματικοὶ τῆς Στρατολογίας εἰς τὰς θέσεις: Διεύθυνσιν Στρατολογίας ὑπολοχαγὸς Στρατολογίας κ. Σπ. Νικολόπουλος. Στρατολογικὸν γραφεῖον Πειραιῶς λοχαγὸς κ. Ἀντ. Χειλάκης. Στρατολογικὸν γραφεῖον Πατρῶν ὑπολοχαγὸς κ. Γ. Βάφης. Ἀθηνῶν λοχαγὸς κ. Δ. Καραλῆς. Χαλκίδος ὑπολοχαγὸς κ. Ἰ. Σταματόπουλος. Λαμίας λοχαγὸς κ. Κ. Ἀλεξίου.	[325, 862, 526, 1016]
headline-salary-increase: Η ΑΥΞΗΣΙΣ ΤΩΝ ΑΠΟΔΟΧΩΝ ΤΩΝ ΤΤΤ	[971, 1429, 1152, 1459]
article-text: Κατὰ πληροφορίας ἐκ Κορυτσᾶς συνεκροτήθη ἐκεῖ ἐκκλησιαστικὸν συνέδριον εἰς ὃ μετέσχον τὰ μέλη τῆς Συνόδου καὶ οἱ ἀντιπρόσωποι ὀρθοδόξων κοινοτήτων. Μετὰ τὴν ἐπιμελημένην συζήτησιν ἐξελέγη ἐπίσκοπος ὁ Σέρβος κληρικός, τοῦ ὁποίου ἡ ἐκλογὴ προκάλεσε συζητήσεις.	[108, 638, 311, 750]
column-rule	[740, 798, 742, 2294]
article-text: Ὁ κ. Βουρλούμης ἀνεκοίνωσεν ὅτι ἡ Κυβέρνησις ἔχει ἀποφασίσει τὴν ἐλευθερίαν τῆς ἐργασίας εἰς τὸν λιμένα, ἐντὸς τῶν ὁρίων τῶν νόμων, ἀφοῦ ληφθοῦν ὑπ᾽ ὄψιν τὰ συμφέροντα τῶν ἐργατῶν.	[748, 1395, 952, 1465]
loan-row-cell: 83.75	[1297, 1242, 1364, 1254]
subheadline-stock-exchange: ΕΙΣ ΤΟ ΧΡΗΜΑΤΙΣΤΗΡΙΟΝ ΧΡΕΩΓΡΑΦΩΝ	[1227, 845, 1506, 862]
article-text: Ὑπὸ τὴν προεδρίαν τοῦ ὑπουργοῦ τῆς Ναυτιλίας κ. Βουρλούμη συνῆλθε σήμερον σύσκεψις εἰς τὴν ὁποίαν ἔλαβον μέρος ὁ πρόεδρος τοῦ Ὀργανισμοῦ Λιμένος Πειραιῶς καὶ ἀντιπρόσωποι τῶν ἐργατικῶν σωματείων. Ἐξητάσθησαν τὰ ζητήματα τῆς ἐργασίας εἰς τὸν λιμένα καὶ ἀπεφασίσθη ἡ ρύθμισις αὐτῶν.	[748, 899, 952, 1011]
article-text: Ἡ χωροφυλακὴ ἐξακολουθεῖ τὴν καταδίωξιν τῶν ληστῶν, οἱ ὁποῖοι εὑρίσκονται εἰς τὰ ὄρη τῆς Πάστρας. Ἐκ τῶν ἀνακρίσεων ἐλπίζεται ὅτι θὰ διαπιστωθῇ ἡ ταυτότης αὐτῶν καὶ θὰ συλληφθοῦν ἐντὸς τῶν προσεχῶν ἡμερῶν.	[537, 381, 739, 465]
headline-albanian-synod: ΤΟ ΑΛΒΑΝΙΚΟΝ ΕΚΚΛΗΣΙΑΣΤΙΚΟΝ ΣΥΝΕΔΡΙΟΝ	[143, 567, 276, 617]
stock-row	[1177, 1036, 1364, 1048]
stock-row-cell: 63	[1291, 1116, 1327, 1128]
stock-row-cell: 214	[1291, 990, 1327, 1002]
loan-row-cell: 97.00	[1297, 1265, 1364, 1277]
loan-row-cell: Μονοπ. 1887	[1177, 1173, 1297, 1185]
article-text: Τοποθετοῦνται οἱ κατωτέρω ἀξιωματικοὶ τῆς Στρατολογίας εἰς τὰς θέσεις: Διεύθυνσιν Στρατολογίας ὑπολοχαγὸς Στρατολογίας κ. Σπ. Νικολόπουλος. Στρατολογικὸν γραφεῖον Πειραιῶς λοχαγὸς κ. Ἀντ. Χειλάκης. Στρατολογικὸν γραφεῖον Πατρῶν ὑπολοχαγὸς κ. Γ. Βάφης. Ἀθηνῶν λοχαγὸς κ. Δ. Καραλῆς. Χαλκίδος ὑπολοχαγὸς κ. Ἰ. Σταματόπουλος. Λαμίας λοχαγὸς κ. Κ. Ἀλεξίου.	[325, 1645, 526, 1799]
stock-row-cell: 119	[1328, 1105, 1364, 1117]
stock-row-cell: 94	[1291, 1139, 1327, 1151]
dateline: ΠΑΡΙΣΙΟΙ, 26 Ἰουνίου.	[1191, 265, 1308, 278]
lead-columns	[325, 293, 1163, 673]
stock-row-cell: 124	[1255, 1013, 1291, 1025]
rent-columns	[1177, 704, 1556, 806]
stock-row-cell: 89	[1328, 1059, 1364, 1071]
stock-row	[1177, 1082, 1364, 1094]
stock-row	[1177, 1116, 1364, 1128]
stock-row-cell: 64	[1255, 1116, 1291, 1128]
headline-discovery: Η ΑΝΑΚΑΛΥΨΙΣ	[140, 372, 279, 394]
article-text: Σώματος: Ὑπολοχαγοὶ κ. κ. Ἀντ. Κατσιγιάννης, Δημ. Λαμπρόπουλος, Γ. Χρηστίδης. Β´ Σώματος: Λοχαγοὶ κ. κ. Β. Κοντογιάννης, Ἀθ. Μίχος. Γ´ Σώματος: Ὑπολοχαγοὶ κ. κ. Ἐμμ. Σφακιανάκης, Ἰ. Δούκας. Στρατιὰ Θεσσαλονίκης: λοχαγὸς κ. Π. Ξενάκης.	[325, 1282, 526, 1379]
port-column	[748, 899, 952, 1775]
subheadline-names: ΤΑ ΟΝΟΜΑΤΑ ΤΩΝ ΤΟΠΟΘΕΤΟΥΜΕΝΩΝ	[412, 836, 647, 851]
loan-row-cell: 95.10	[1297, 1254, 1364, 1266]
article-text: Ὑπὸ τὴν προεδρίαν τοῦ ὑπουργοῦ τῆς Ναυτιλίας κ. Βουρλούμη συνῆλθε σήμερον σύσκεψις εἰς τὴν ὁποίαν ἔλαβον μέρος ὁ πρόεδρος τοῦ Ὀργανισμοῦ Λιμένος Πειραιῶς καὶ ἀντιπρόσωποι τῶν ἐργατικῶν σωματείων. Ἐξητάσθησαν τὰ ζητήματα τῆς ἐργασίας εἰς τὸν λιμένα καὶ ἀπεφασίσθη ἡ ρύθμισις αὐτῶν.	[748, 1469, 952, 1582]
officers-column	[534, 861, 734, 1956]
stock-row	[1177, 1024, 1364, 1036]
article-text: Ἐκ μέρους τοῦ κ. ὑπουργοῦ τῆς Συγκοινωνίας ἐδηλώθη ὅτι ἀπεφασίσθη ἡ αὔξησις τῶν ἀποδοχῶν τῶν ὑπαλλήλων τῶν Ταχυδρομείων, Τηλεγράφων καὶ Τηλεφώνων, ἀπὸ τῆς 1ης Ἰουλίου.	[960, 1481, 1163, 1551]
subheadline-navy-ministry: ΤΟΥ ΥΠΟΥΡΓΕΙΟΥ ΝΑΥΤΙΚΩΝ	[1384, 1293, 1542, 1307]
stock-row-cell: 310	[1255, 1001, 1291, 1013]
headline-economic-conference: Η ΔΙΕΘΝΗΣ ΟΙΚΟΝΟΜΙΚΗ ΔΙΑΣΚΕΨΙΣ	[152, 762, 267, 819]
bulletin-date: Τετάρτη 26 Ἰουνίου	[1232, 967, 1309, 979]
office-label: ΕΚ ΤΟΥ ΓΡΑΦΕΙΟΥ Κ. Η. ΣΤΟΥΡΑΗ	[1195, 1288, 1346, 1299]
second-edition-box	[1177, 84, 1564, 148]
loan-row-cell: Παγκ. 1914	[1177, 1196, 1297, 1208]
loan-row	[1177, 1196, 1364, 1208]
stock-columns	[1177, 884, 1556, 1557]
article-text: Σώματος: Ὑπολοχαγοὶ κ. κ. Ἀντ. Κατσιγιάννης, Δημ. Λαμπρόπουλος, Γ. Χρηστίδης. Β´ Σώματος: Λοχαγοὶ κ. κ. Β. Κοντογιάννης, Ἀθ. Μίχος. Γ´ Σώματος: Ὑπολοχαγοὶ κ. κ. Ἐμμ. Σφακιανάκης, Ἰ. Δούκας. Στρατιὰ Θεσσαλονίκης: λοχαγὸς κ. Π. Ξενάκης.	[534, 862, 734, 959]
article-text: Χθὲς τὴν νύκτα ἐπέστρεψαν εἰς Ἀθήνας ὁ εἰσαγγελεὺς καὶ ὁ ἀνακριτὴς οἱ μεταβάντες ἐπὶ τόπου εἰς Βίλλια διὰ τὴν διεξαγωγὴν τῶν ἀνακρίσεων. Ἐκ τῶν ἐξετάσεων τῶν μαρτύρων προκύπτει ὅτι οἱ λησταὶ ἦσαν τέσσαρες καὶ ἀνήκουν εἰς τὴν συμμορίαν τοῦ Ραχιωτάκη.	[961, 470, 1163, 568]
stock-row-cell: 123	[1291, 1013, 1327, 1025]
article-text: Μετὰ τὰς τιμὰς τῆς συνεδριάσεως ἐξετελέσθησαν 350 μετοχαὶ Ἐνώσεως καὶ 200 μετοχαὶ Σφαιρῶν.	[1177, 1642, 1556, 1670]
stock-row	[1177, 1070, 1364, 1082]
stock-row-cell: 352	[1255, 1128, 1291, 1140]
article-text: Ὀφείλεται, εἶπεν, εἰς τὴν πάλην τῶν τάξεων ἡ κατάστασις ἡ ὁποία ἐδημιουργήθη. Πρέπει ὅμως νὰ γίνῃ ἀντιληπτὸν ὅτι τὸ συμφέρον τῶν ἐργατῶν συμπίπτει μὲ τὸ συμφέρον τοῦ λιμένος.	[960, 1182, 1163, 1251]
stock-row-cell: Τράμ	[1177, 1105, 1255, 1117]
loan-row-cell: 72.00	[1297, 1173, 1364, 1185]
article-text: Διὰ τὴν προσεχῆ Δευτέραν ὥρισθη ἡ σύγκλησις τοῦ διοικητικοῦ συμβουλίου τῆς Συνομοσπονδίας τῶν Ἐπαγγελματιῶν εἰς τὴν ὁποίαν θὰ ληφθῇ ἀπόφασις ὅπως ζητηθῇ ἡ παράτασις τοῦ ἐνοικιοστασίου μέχρι τοῦ 1935.	[1177, 705, 1364, 803]
stock-row-cell: 125	[1328, 1013, 1364, 1025]
article-text: Ὁ Γεώργιος σύρωνται μετὰ τὴν ἀπελευθέρωσιν ἀφηγήθη ὅτι οἱ λησταὶ τὸν μετεχειρίσθησαν καλῶς. Μετὰ τὴν παράδοσιν τῶν λύτρων εἰς ὡρισμένον μέρος, ἀφέθη ἐλεύθερος καὶ ἐπέστρεψε εἰς τὸ χωρίον.	[961, 381, 1163, 465]
article-text: Τὸ Πρωτοδικεῖον Ἀθηνῶν ἀνεκήρυξε χθὲς τοὺς ἐπιτυχόντας γερουσιαστὰς τῶν Ἐπιμελητηρίων. Ἐξελέγησαν οἱ κ. κ. Καλλέργης, Φώσκολος, Κορδατζῆς, Ἀγγελόπουλος καὶ Χατζόπουλος.	[108, 1237, 311, 1307]
stock-row-cell: 215	[1255, 990, 1291, 1002]
stock-row-cell: 1675	[1291, 1036, 1327, 1048]
headline-titles-paris: ΟΙ ΤΙΤΛΟΙ ΜΑΣ ΕΝ ΠΑΡΙΣΙΟΙΣ	[1391, 914, 1535, 926]
article-text: Πρὸς τὸν Πρόεδρον τῆς Κυβερνήσεως κ. Βενιζέλον ἐστάλη ἐξ Ἀργοστολίου τηλεγράφημα, διὰ τοῦ ὁποίου ζητεῖται ἡ ὑποστήριξις τῆς ὑποψηφιότητος τοῦ κ. Χρηστομάνου.	[1370, 1186, 1556, 1256]
stock-row-cell: 410	[1255, 1047, 1291, 1059]
article-text: Σώματος: Ὑπολοχαγοὶ κ. κ. Ἀντ. Κατσιγιάννης, Δημ. Λαμπρόπουλος, Γ. Χρηστίδης. Β´ Σώματος: Λοχαγοὶ κ. κ. Β. Κοντογιάννης, Ἀθ. Μίχος. Γ´ Σώματος: Ὑπολοχαγοὶ κ. κ. Ἐμμ. Σφακιανάκης, Ἰ. Δούκας. Στρατιὰ Θεσσαλονίκης: λοχαγὸς κ. Π. Ξενάκης.	[325, 1020, 526, 1118]
stock-row-cell: 96	[1291, 1024, 1327, 1036]
article-text: Ἐκ μέρους τοῦ κ. ὑπουργοῦ τῆς Συγκοινωνίας ἐδηλώθη ὅτι ἀπεφασίσθη ἡ αὔξησις τῶν ἀποδοχῶν τῶν ὑπαλλήλων τῶν Ταχυδρομείων, Τηλεγράφων καὶ Τηλεφώνων, ἀπὸ τῆς 1ης Ἰουλίου.	[960, 1555, 1163, 1625]
loan-row-cell: Ἐμπ. 1902	[1177, 1185, 1297, 1197]
article-text: Χθὲς τὴν νύκτα ἐπέστρεψαν εἰς Ἀθήνας ὁ εἰσαγγελεὺς καὶ ὁ ἀνακριτὴς οἱ μεταβάντες ἐπὶ τόπου εἰς Βίλλια διὰ τὴν διεξαγωγὴν τῶν ἀνακρίσεων. Ἐκ τῶν ἐξετάσεων τῶν μαρτύρων προκύπτει ὅτι οἱ λησταὶ ἦσαν τέσσαρες καὶ ἀνήκουν εἰς τὴν συμμορίαν τοῦ Ραχιωτάκη.	[537, 470, 739, 568]
article-text: Ἡ χωροφυλακὴ ἐξακολουθεῖ τὴν καταδίωξιν τῶν ληστῶν, οἱ ὁποῖοι εὑρίσκονται εἰς τὰ ὄρη τῆς Πάστρας. Ἐκ τῶν ἀνακρίσεων ἐλπίζεται ὅτι θὰ διαπιστωθῇ ἡ ταυτότης αὐτῶν καὶ θὰ συλληφθοῦν ἐντὸς τῶν προσεχῶν ἡμερῶν.	[961, 293, 1163, 377]
stock-row	[1177, 1047, 1364, 1059]
top-rule	[0, 66, 1596, 69]
headline-bulletin: ΤΟ ΕΠΙΣΗΜΟΝ ΔΕΛΤΙΟΝ	[1210, 957, 1331, 968]
article-text: Ὁ κ. Βουρλούμης ἐδήλωσεν ὅτι ἡ Κυβέρνησις εἶναι ἀποφασισμένη νὰ ἐξασφαλίσῃ τὴν ἐλευθερίαν τῆς ἐργασίας καὶ τὴν τάξιν εἰς τὸν λιμένα, ἐπιβάλλουσα αὐστηρῶς τοὺς νόμους εἰς πάντας.	[960, 1003, 1163, 1073]
section-rule	[325, 793, 1163, 795]
article-text: Σώματος: Ὑπολοχαγοὶ κ. κ. Ἀντ. Κατσιγιάννης, Δημ. Λαμπρόπουλος, Γ. Χρηστίδης. Β´ Σώματος: Λοχαγοὶ κ. κ. Β. Κοντογιάννης, Ἀθ. Μίχος. Γ´ Σώματος: Ὑπολοχαγοὶ κ. κ. Ἐμμ. Σφακιανάκης, Ἰ. Δούκας. Στρατιὰ Θεσσαλονίκης: λοχαγὸς κ. Π. Ξενάκης.	[325, 1803, 526, 1901]
center-lower-left	[325, 802, 734, 2294]
headline-port-conference: Η ΣΗΜΕΡΙΝΗ ΣΥΣΚΕΨΙΣ ΔΙΑ ΤΑ ΖΗΤΗΜΑΤΑ ΤΟΥ ΛΙΜΕΝΟΣ ΠΕΙΡΑΙΩΣ	[779, 802, 1132, 873]
loan-row	[1177, 1208, 1364, 1220]
lead-subheadline: ΑΝΑΚΟΙΝΩΣΕΙΣ ΤΩΝ ΜΕΤΑΒΑΝΤΩΝ ΕΠΙ ΤΟΠΟΥ ΕΙΣΑΓΓΕΛΕΩΣ ΚΑΙ ΑΝΑΚΡΙΤΟΥ	[401, 197, 1088, 251]
loan-row-cell: Δημ. Ἔργ.	[1177, 1231, 1297, 1243]
stock-row	[1177, 1128, 1364, 1140]
article-text: Ὁ Γεώργιος σύρωνται μετὰ τὴν ἀπελευθέρωσιν ἀφηγήθη ὅτι οἱ λησταὶ τὸν μετεχειρίσθησαν καλῶς. Μετὰ τὴν παράδοσιν τῶν λύτρων εἰς ὡρισμένον μέρος, ἀφέθη ἐλεύθερος καὶ ἐπέστρεψε εἰς τὸ χωρίον.	[749, 316, 952, 400]
article-text: Ὁ Γεώργιος σύρωνται μετὰ τὴν ἀπελευθέρωσιν ἀφηγήθη ὅτι οἱ λησταὶ τὸν μετεχειρίσθησαν καλῶς. Μετὰ τὴν παράδοσιν τῶν λύτρων εἰς ὡρισμένον μέρος, ἀφέθη ἐλεύθερος καὶ ἐπέστρεψε εἰς τὸ χωρίον.	[537, 572, 739, 655]
stock-row-cell: 97	[1255, 1024, 1291, 1036]
stock-row-cell: Ἠλεκτρ.	[1177, 1082, 1255, 1094]
stock-row-cell: 205	[1255, 1093, 1291, 1105]
article-text: Τὴν 5ην Ἰουλίου θὰ λάβῃ χώραν ἐν Λονδίνῳ ἡ διεθνὴς οἰκονομικὴ διάσκεψις, εἰς τὴν ὁποίαν θὰ ἀντιπροσωπευθῇ καὶ ἡ Ἑλλάς. Ἐκ μέρους τῆς Κυβερνήσεως ὡρίσθησαν ὡς ἀντιπρόσωποι οἱ κ. κ. Δ. Μάξιμος καὶ Κ. Ζαβιτσιάνος, μετὰ συμβούλων ἐκ τοῦ ὑπουργείου τῶν Οἰκονομικῶν καὶ τῆς Τραπέζης τῆς Ἑλλάδος.	[108, 970, 311, 1097]
stock-row-cell: Ἀνατολ.	[1177, 1024, 1255, 1036]
stock-row-cell: 96	[1328, 1139, 1364, 1151]
